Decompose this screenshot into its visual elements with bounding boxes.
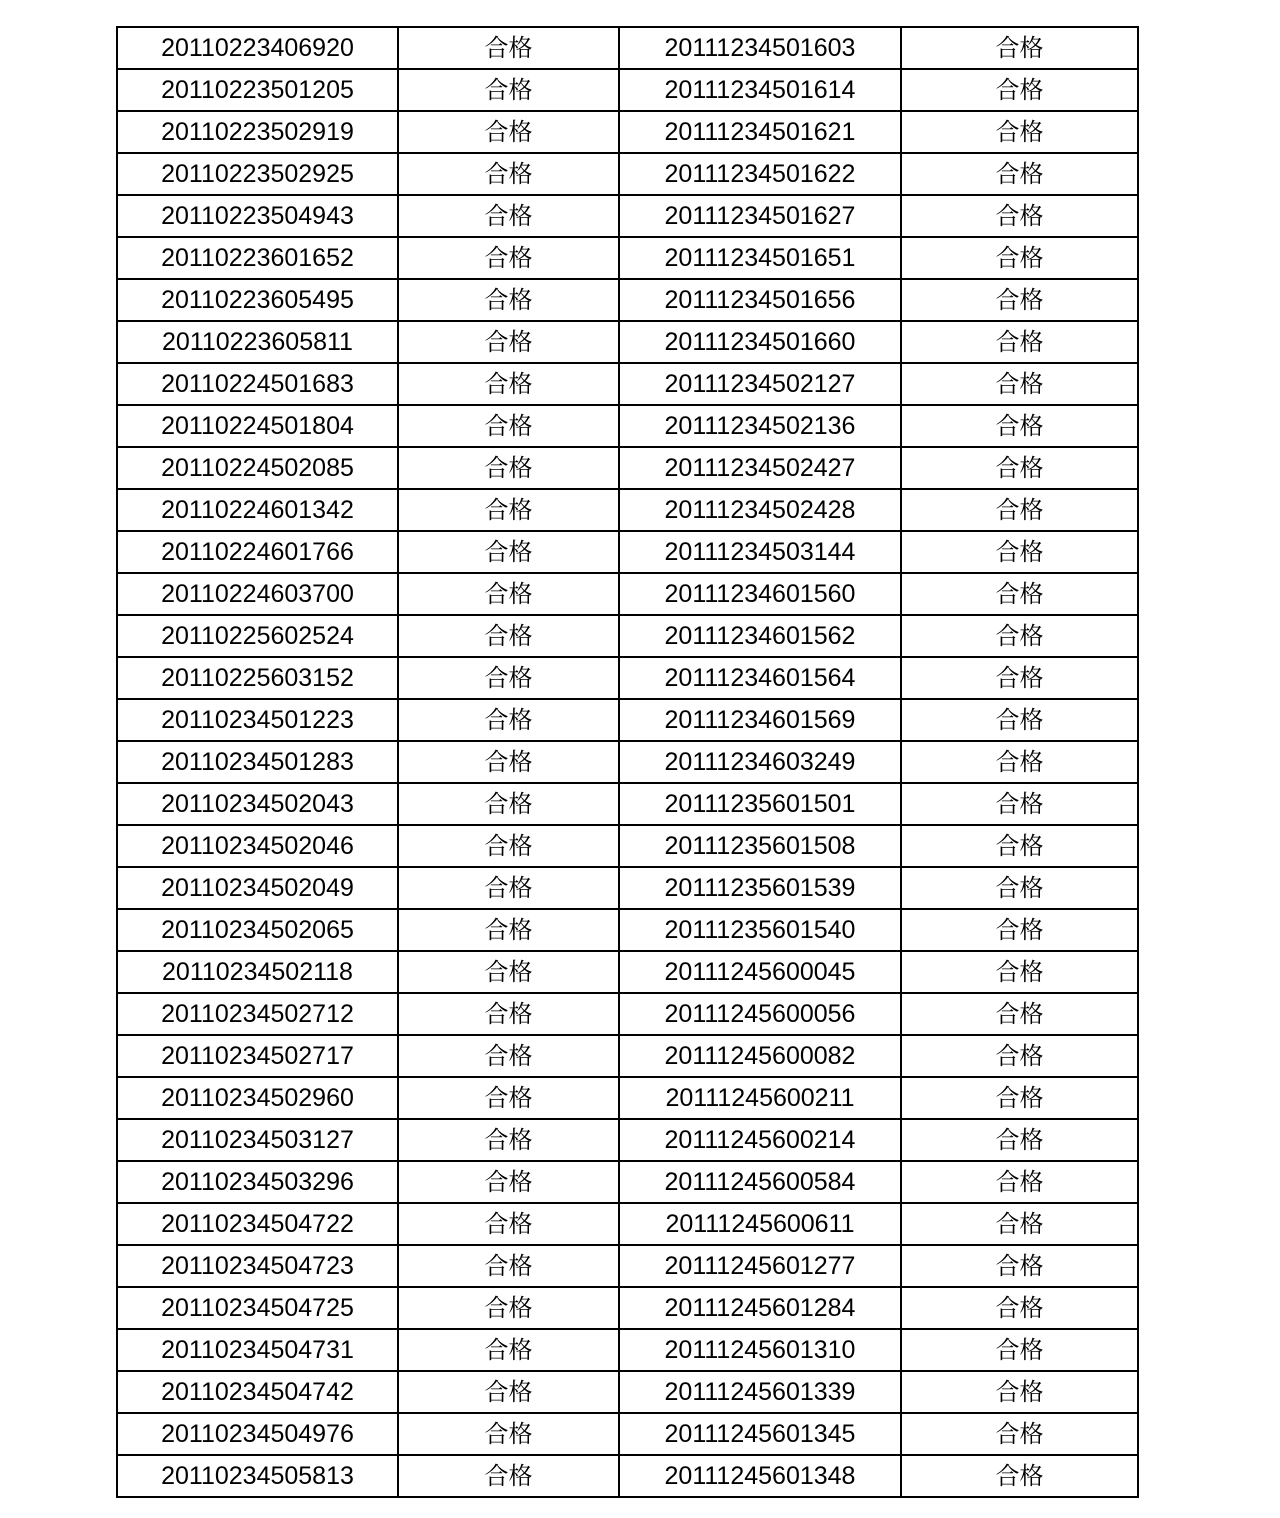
left-result-cell: 合格 [398, 489, 619, 531]
left-exam-number-cell: 20110223501205 [117, 69, 398, 111]
left-result-cell: 合格 [398, 615, 619, 657]
right-exam-number-cell: 20111234601564 [619, 657, 901, 699]
left-exam-number-cell: 20110234502043 [117, 783, 398, 825]
left-exam-number-cell: 20110223406920 [117, 27, 398, 69]
table-row [117, 1077, 1138, 1119]
table-row [117, 405, 1138, 447]
table-row [117, 111, 1138, 153]
left-exam-number-cell: 20110234502049 [117, 867, 398, 909]
right-result-cell: 合格 [901, 153, 1138, 195]
right-exam-number-cell: 20111245600611 [619, 1203, 901, 1245]
right-exam-number-cell: 20111235601508 [619, 825, 901, 867]
table-row [117, 573, 1138, 615]
left-exam-number-cell: 20110223502919 [117, 111, 398, 153]
right-exam-number-cell: 20111245600211 [619, 1077, 901, 1119]
right-exam-number-cell: 20111245601339 [619, 1371, 901, 1413]
left-exam-number-cell: 20110234504725 [117, 1287, 398, 1329]
right-exam-number-cell: 20111234501651 [619, 237, 901, 279]
left-result-cell: 合格 [398, 237, 619, 279]
table-row [117, 1035, 1138, 1077]
table-row [117, 1413, 1138, 1455]
results-table [116, 26, 1139, 1498]
left-exam-number-cell: 20110234502717 [117, 1035, 398, 1077]
table-row [117, 741, 1138, 783]
left-result-cell: 合格 [398, 27, 619, 69]
right-result-cell: 合格 [901, 573, 1138, 615]
table-row [117, 657, 1138, 699]
right-result-cell: 合格 [901, 993, 1138, 1035]
right-result-cell: 合格 [901, 1245, 1138, 1287]
left-result-cell: 合格 [398, 405, 619, 447]
left-result-cell: 合格 [398, 1245, 619, 1287]
left-exam-number-cell: 20110224502085 [117, 447, 398, 489]
right-exam-number-cell: 20111245601277 [619, 1245, 901, 1287]
right-result-cell: 合格 [901, 1287, 1138, 1329]
right-exam-number-cell: 20111234501660 [619, 321, 901, 363]
left-result-cell: 合格 [398, 867, 619, 909]
right-exam-number-cell: 20111245600082 [619, 1035, 901, 1077]
right-exam-number-cell: 20111234502136 [619, 405, 901, 447]
left-result-cell: 合格 [398, 1077, 619, 1119]
right-exam-number-cell: 20111234502127 [619, 363, 901, 405]
left-result-cell: 合格 [398, 825, 619, 867]
right-result-cell: 合格 [901, 1203, 1138, 1245]
table-row [117, 489, 1138, 531]
table-row [117, 237, 1138, 279]
table-row [117, 1455, 1138, 1497]
right-exam-number-cell: 20111234501627 [619, 195, 901, 237]
right-exam-number-cell: 20111234601569 [619, 699, 901, 741]
table-row [117, 1203, 1138, 1245]
table-row [117, 531, 1138, 573]
right-result-cell: 合格 [901, 447, 1138, 489]
right-result-cell: 合格 [901, 321, 1138, 363]
table-row [117, 69, 1138, 111]
left-exam-number-cell: 20110224601342 [117, 489, 398, 531]
table-row [117, 195, 1138, 237]
table-row [117, 1371, 1138, 1413]
right-result-cell: 合格 [901, 825, 1138, 867]
left-exam-number-cell: 20110234505813 [117, 1455, 398, 1497]
left-result-cell: 合格 [398, 699, 619, 741]
right-result-cell: 合格 [901, 27, 1138, 69]
right-exam-number-cell: 20111234601560 [619, 573, 901, 615]
left-result-cell: 合格 [398, 1035, 619, 1077]
left-result-cell: 合格 [398, 783, 619, 825]
right-exam-number-cell: 20111235601540 [619, 909, 901, 951]
right-result-cell: 合格 [901, 909, 1138, 951]
table-row [117, 363, 1138, 405]
right-result-cell: 合格 [901, 1077, 1138, 1119]
table-row [117, 783, 1138, 825]
right-result-cell: 合格 [901, 783, 1138, 825]
right-result-cell: 合格 [901, 237, 1138, 279]
left-result-cell: 合格 [398, 951, 619, 993]
left-exam-number-cell: 20110234503127 [117, 1119, 398, 1161]
right-result-cell: 合格 [901, 1035, 1138, 1077]
left-result-cell: 合格 [398, 321, 619, 363]
right-exam-number-cell: 20111235601539 [619, 867, 901, 909]
right-exam-number-cell: 20111235601501 [619, 783, 901, 825]
right-exam-number-cell: 20111245600214 [619, 1119, 901, 1161]
left-exam-number-cell: 20110234504731 [117, 1329, 398, 1371]
table-row [117, 153, 1138, 195]
left-exam-number-cell: 20110224601766 [117, 531, 398, 573]
left-exam-number-cell: 20110223605811 [117, 321, 398, 363]
right-exam-number-cell: 20111245601348 [619, 1455, 901, 1497]
left-result-cell: 合格 [398, 447, 619, 489]
right-exam-number-cell: 20111234501603 [619, 27, 901, 69]
left-exam-number-cell: 20110224603700 [117, 573, 398, 615]
table-row [117, 867, 1138, 909]
table-row [117, 1245, 1138, 1287]
left-exam-number-cell: 20110223601652 [117, 237, 398, 279]
right-result-cell: 合格 [901, 1161, 1138, 1203]
left-result-cell: 合格 [398, 657, 619, 699]
left-exam-number-cell: 20110224501683 [117, 363, 398, 405]
right-result-cell: 合格 [901, 405, 1138, 447]
right-result-cell: 合格 [901, 279, 1138, 321]
left-result-cell: 合格 [398, 1371, 619, 1413]
left-exam-number-cell: 20110234504723 [117, 1245, 398, 1287]
right-result-cell: 合格 [901, 699, 1138, 741]
left-result-cell: 合格 [398, 279, 619, 321]
table-row [117, 1329, 1138, 1371]
table-row [117, 27, 1138, 69]
left-result-cell: 合格 [398, 1119, 619, 1161]
right-exam-number-cell: 20111245601310 [619, 1329, 901, 1371]
left-result-cell: 合格 [398, 363, 619, 405]
left-exam-number-cell: 20110234502712 [117, 993, 398, 1035]
right-result-cell: 合格 [901, 615, 1138, 657]
left-result-cell: 合格 [398, 993, 619, 1035]
right-exam-number-cell: 20111234501622 [619, 153, 901, 195]
table-row [117, 279, 1138, 321]
left-exam-number-cell: 20110234504722 [117, 1203, 398, 1245]
table-row [117, 951, 1138, 993]
right-result-cell: 合格 [901, 363, 1138, 405]
left-result-cell: 合格 [398, 1413, 619, 1455]
left-exam-number-cell: 20110234502046 [117, 825, 398, 867]
table-row [117, 825, 1138, 867]
right-result-cell: 合格 [901, 1371, 1138, 1413]
right-exam-number-cell: 20111234501621 [619, 111, 901, 153]
left-result-cell: 合格 [398, 69, 619, 111]
right-result-cell: 合格 [901, 195, 1138, 237]
results-table-body [117, 27, 1138, 1497]
right-exam-number-cell: 20111245601284 [619, 1287, 901, 1329]
right-exam-number-cell: 20111234601562 [619, 615, 901, 657]
right-exam-number-cell: 20111234603249 [619, 741, 901, 783]
right-result-cell: 合格 [901, 1119, 1138, 1161]
right-exam-number-cell: 20111234502427 [619, 447, 901, 489]
right-result-cell: 合格 [901, 741, 1138, 783]
table-row [117, 615, 1138, 657]
right-exam-number-cell: 20111234501614 [619, 69, 901, 111]
right-result-cell: 合格 [901, 1329, 1138, 1371]
left-result-cell: 合格 [398, 1329, 619, 1371]
left-exam-number-cell: 20110234503296 [117, 1161, 398, 1203]
right-exam-number-cell: 20111245601345 [619, 1413, 901, 1455]
table-row [117, 447, 1138, 489]
table-row [117, 1161, 1138, 1203]
left-result-cell: 合格 [398, 531, 619, 573]
left-exam-number-cell: 20110234501283 [117, 741, 398, 783]
left-exam-number-cell: 20110225602524 [117, 615, 398, 657]
left-result-cell: 合格 [398, 1455, 619, 1497]
right-result-cell: 合格 [901, 657, 1138, 699]
right-exam-number-cell: 20111245600045 [619, 951, 901, 993]
left-exam-number-cell: 20110223504943 [117, 195, 398, 237]
right-result-cell: 合格 [901, 489, 1138, 531]
left-exam-number-cell: 20110234502065 [117, 909, 398, 951]
left-exam-number-cell: 20110234504742 [117, 1371, 398, 1413]
left-exam-number-cell: 20110224501804 [117, 405, 398, 447]
right-result-cell: 合格 [901, 951, 1138, 993]
left-result-cell: 合格 [398, 111, 619, 153]
left-result-cell: 合格 [398, 195, 619, 237]
table-row [117, 993, 1138, 1035]
table-row [117, 1119, 1138, 1161]
left-result-cell: 合格 [398, 1287, 619, 1329]
left-exam-number-cell: 20110223502925 [117, 153, 398, 195]
left-exam-number-cell: 20110225603152 [117, 657, 398, 699]
left-result-cell: 合格 [398, 1203, 619, 1245]
right-result-cell: 合格 [901, 69, 1138, 111]
table-row [117, 321, 1138, 363]
left-exam-number-cell: 20110234502118 [117, 951, 398, 993]
right-result-cell: 合格 [901, 1413, 1138, 1455]
left-result-cell: 合格 [398, 909, 619, 951]
right-exam-number-cell: 20111234501656 [619, 279, 901, 321]
right-result-cell: 合格 [901, 867, 1138, 909]
table-row [117, 699, 1138, 741]
right-result-cell: 合格 [901, 1455, 1138, 1497]
table-row [117, 909, 1138, 951]
left-result-cell: 合格 [398, 573, 619, 615]
left-result-cell: 合格 [398, 1161, 619, 1203]
right-exam-number-cell: 20111234502428 [619, 489, 901, 531]
right-exam-number-cell: 20111245600056 [619, 993, 901, 1035]
right-result-cell: 合格 [901, 531, 1138, 573]
left-exam-number-cell: 20110234501223 [117, 699, 398, 741]
left-exam-number-cell: 20110223605495 [117, 279, 398, 321]
left-exam-number-cell: 20110234504976 [117, 1413, 398, 1455]
left-result-cell: 合格 [398, 153, 619, 195]
right-exam-number-cell: 20111234503144 [619, 531, 901, 573]
table-row [117, 1287, 1138, 1329]
left-exam-number-cell: 20110234502960 [117, 1077, 398, 1119]
right-result-cell: 合格 [901, 111, 1138, 153]
left-result-cell: 合格 [398, 741, 619, 783]
right-exam-number-cell: 20111245600584 [619, 1161, 901, 1203]
